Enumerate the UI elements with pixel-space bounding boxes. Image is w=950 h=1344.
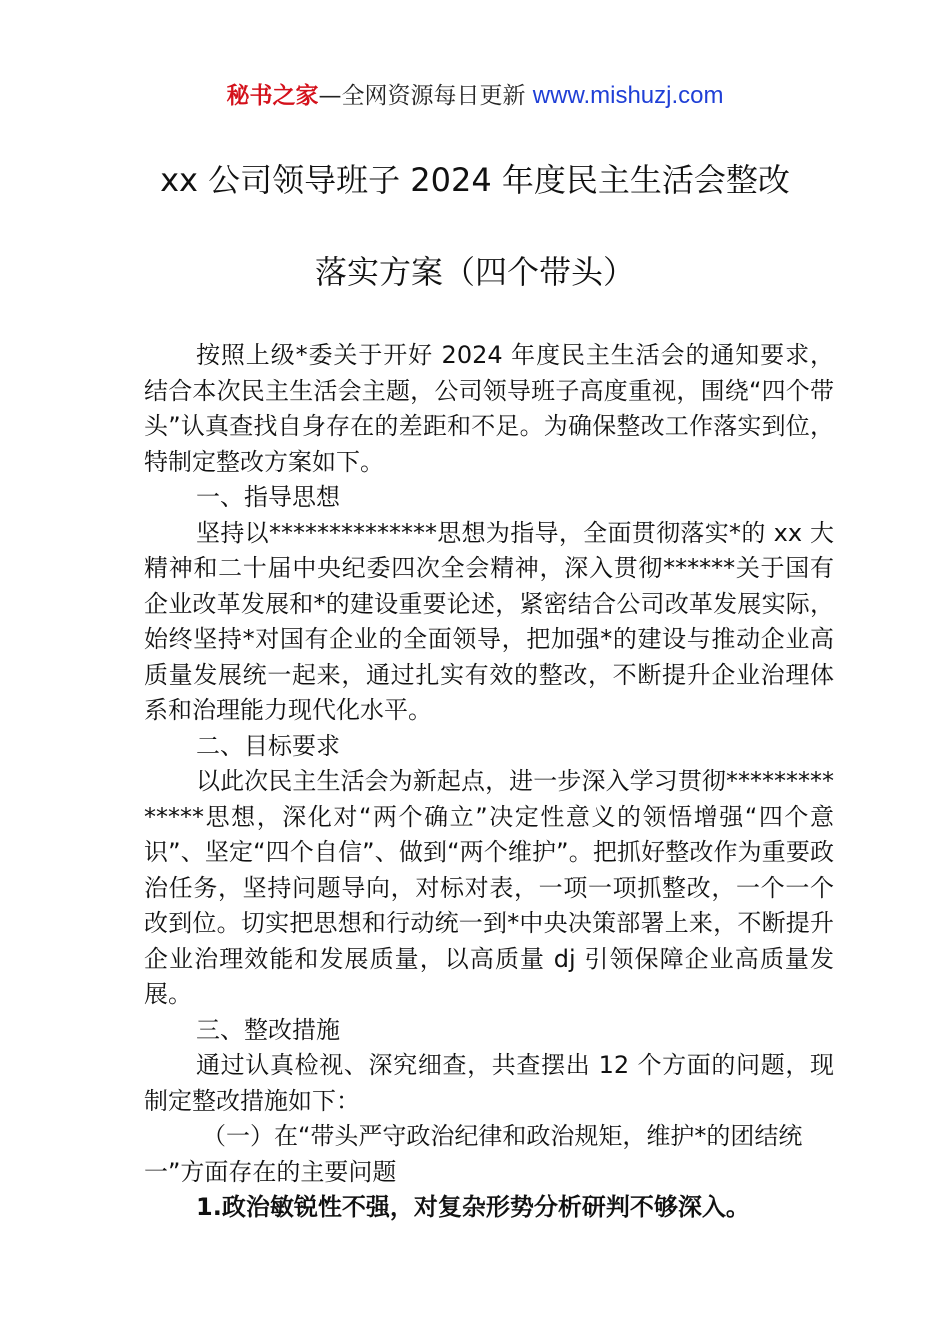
site-header (0, 80, 950, 112)
guiding-ideology-paragraph: 坚持以**************思想为指导，全面贯彻落实*的 xx 大精神和二十届中央纪委四次全会精神，深入贯彻******关于国有企业改革发展和*的建设重要论述，紧密结合公司改革发展实际，始终坚持*对国有企业的全面领导，把加强*的建设与推动企业高质量发展统一起来，通过扎实有效的整改，不断提升企业治理体系和治理能力现代化水平。 (144, 518, 834, 724)
intro-paragraph: 按照上级*委关于开好 2024 年度民主生活会的通知要求，结合本次民主生活会主题，公司领导班子高度重视，围绕“四个带头”认真查找自身存在的差距和不足。为确保整改工作落实到位，特制定整改方案如下。 (144, 341, 834, 476)
header-slogan: —全网资源每日更新 (318, 83, 533, 109)
problem-point-1: 1.政治敏锐性不强，对复杂形势分析研判不够深入。 (196, 1193, 750, 1221)
goals-paragraph: 以此次民主生活会为新起点，进一步深入学习贯彻**************思想，深化对“两个确立”决定性意义的领悟增强“四个意识”、坚定“四个自信”、做到“两个维护”。把抓好整改作为重要政治任务，坚持问题导向，对标对表，一项一项抓整改，一个一个改到位。切实把思想和行动统一到*中央决策部署上来，不断提升企业治理效能和发展质量，以高质量 dj 引领保障企业高质量发展。 (144, 767, 834, 1008)
site-url-link[interactable]: www.mishuzj.com (532, 82, 724, 109)
document-title-line-1: xx 公司领导班子 2024 年度民主生活会整改 (160, 161, 790, 199)
section-heading-guiding-ideology: 一、指导思想 (196, 483, 340, 511)
measures-paragraph: 通过认真检视、深究细查，共查摆出 12 个方面的问题，现制定整改措施如下： (144, 1051, 834, 1115)
section-heading-measures: 三、整改措施 (196, 1015, 340, 1044)
brand-name: 秘书之家 (226, 83, 319, 109)
document-body (144, 338, 834, 1226)
section-heading-goals: 二、目标要求 (196, 731, 340, 760)
subsection-heading-1: （一）在“带头严守政治纪律和政治规矩，维护*的团结统一”方面存在的主要问题 (144, 1122, 803, 1186)
document-title-line-2: 落实方案（四个带头） (314, 253, 635, 291)
